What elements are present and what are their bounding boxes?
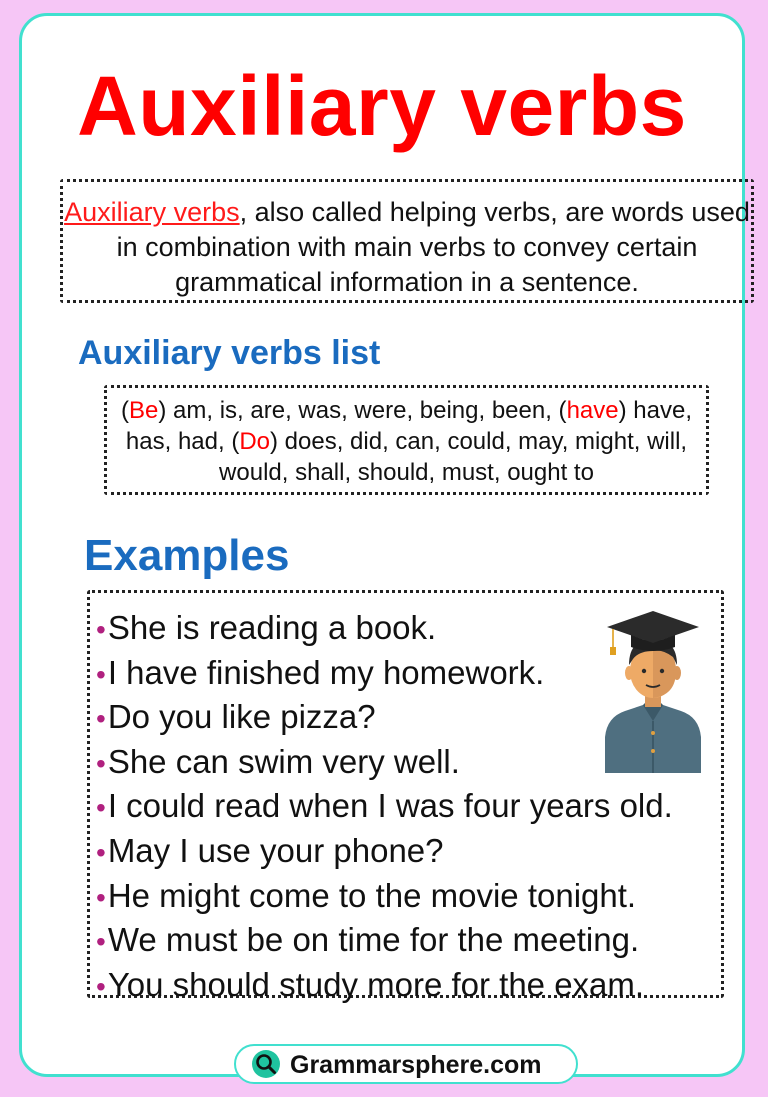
graduate-student-illustration — [603, 605, 703, 775]
definition-box — [60, 179, 754, 303]
examples-list — [96, 607, 673, 1008]
definition-term-link[interactable]: Auxiliary verbs — [64, 197, 240, 227]
be-words: ) am, is, are, was, were, being, been, ( — [158, 397, 567, 424]
bullet-icon: • — [96, 970, 106, 1002]
example-text: You should study more for the exam. — [107, 965, 645, 1003]
example-text: I could read when I was four years old. — [107, 787, 673, 825]
example-item — [96, 919, 673, 964]
page-title: Auxiliary verbs — [77, 59, 687, 153]
example-item — [96, 652, 673, 697]
example-text: I have finished my homework. — [107, 653, 545, 691]
example-item — [96, 830, 673, 875]
example-item — [96, 964, 673, 1009]
example-item — [96, 875, 673, 920]
bullet-icon: • — [96, 881, 106, 913]
example-text: She is reading a book. — [107, 609, 437, 646]
examples-box — [87, 590, 724, 1003]
website-badge[interactable] — [234, 1044, 578, 1084]
example-item — [96, 607, 673, 652]
examples-heading: Examples — [84, 531, 290, 580]
bullet-icon: • — [96, 926, 106, 958]
bullet-icon: • — [96, 703, 106, 735]
example-item — [96, 696, 673, 741]
example-item — [96, 741, 673, 786]
have-words: ) have, has, had, ( — [125, 397, 692, 455]
do-words: ) does, did, can, could, may, might, will, would, shall, should, must, ought to — [219, 428, 688, 486]
content-card — [19, 13, 750, 1079]
bullet-icon: • — [96, 658, 106, 690]
definition-text: , also called helping verbs, are words used in combination with main verbs to convey certain grammatical information in a sentence. — [116, 197, 750, 297]
example-text: We must be on time for the meeting. — [107, 921, 640, 959]
example-text: He might come to the movie tonight. — [107, 876, 637, 914]
bullet-icon: • — [96, 836, 106, 868]
example-text: Do you like pizza? — [107, 698, 376, 736]
bullet-icon: • — [96, 792, 106, 824]
example-text: She can swim very well. — [107, 742, 460, 780]
bullet-icon: • — [96, 747, 106, 779]
example-item — [96, 785, 673, 830]
be-open-paren: ( — [121, 397, 130, 424]
website-url[interactable]: Grammarsphere.com — [290, 1051, 542, 1079]
do-label: Do — [239, 428, 271, 455]
search-icon — [252, 1050, 280, 1078]
verbs-list-box — [104, 385, 709, 495]
have-label: have — [566, 397, 619, 424]
be-label: Be — [129, 397, 159, 424]
verbs-list-heading: Auxiliary verbs list — [78, 334, 381, 372]
bullet-icon: • — [96, 614, 106, 645]
example-text: May I use your phone? — [107, 831, 444, 869]
